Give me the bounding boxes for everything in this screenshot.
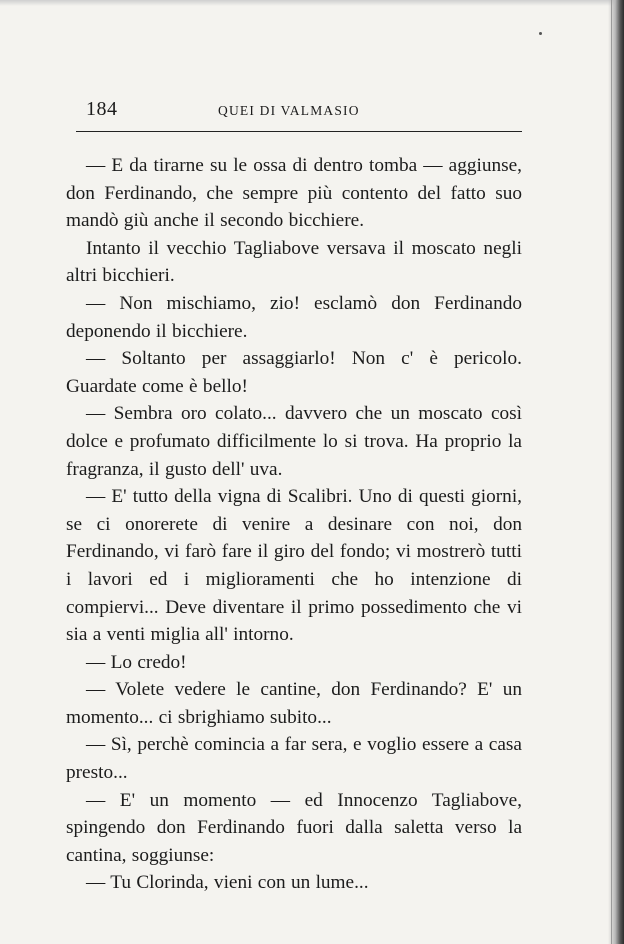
page-edge-line bbox=[611, 0, 612, 944]
paragraph: — Non mischiamo, zio! esclamò don Ferdinando deponendo il bicchiere. bbox=[66, 292, 522, 342]
paragraph: Intanto il vecchio Tagliabove versava il moscato negli altri bicchieri. bbox=[66, 237, 522, 287]
paragraph: — Soltanto per assaggiarlo! Non c' è pericolo. Guardate come è bello! bbox=[66, 348, 522, 397]
page-number: 184 bbox=[86, 98, 118, 120]
paragraph: — Sì, perchè comincia a far sera, e voglio essere a casa presto... bbox=[66, 734, 522, 784]
ink-speck bbox=[539, 32, 542, 35]
paragraph: — Volete vedere le cantine, don Ferdinando? E' un momento... ci sbrighiamo subito... bbox=[66, 679, 522, 728]
paragraph: — Lo credo! bbox=[86, 651, 187, 673]
running-head: QUEI DI VALMASIO bbox=[218, 103, 360, 118]
paragraph: — Sembra oro colato... davvero che un moscato così dolce e profumato difficilmente lo si trova. Ha proprio la fragranza, il gusto dell' uva. bbox=[66, 403, 522, 480]
body-text bbox=[66, 152, 522, 897]
paragraph: — Tu Clorinda, vieni con un lume... bbox=[86, 872, 369, 894]
header-rule bbox=[76, 131, 522, 132]
page-header bbox=[76, 98, 522, 126]
scan-top-shadow bbox=[0, 0, 624, 6]
paragraph: — E da tirarne su le ossa di dentro tomba — aggiunse, don Ferdinando, che sempre più contento del fatto suo mandò giù anche il secondo bicchiere. bbox=[66, 155, 522, 232]
paragraph: — E' un momento — ed Innocenzo Tagliabove, spingendo don Ferdinando fuori dalla saletta verso la cantina, soggiunse: bbox=[66, 789, 522, 866]
paragraph: — E' tutto della vigna di Scalibri. Uno di questi giorni, se ci onorerete di venire a desinare con noi, don Ferdinando, vi farò fare il giro del fondo; vi mostrerò tutti i lavori ed i miglioramenti che ho intenzione di compiervi... Deve diventare il primo possedimento che vi sia a venti miglia all' intorno. bbox=[66, 486, 522, 646]
